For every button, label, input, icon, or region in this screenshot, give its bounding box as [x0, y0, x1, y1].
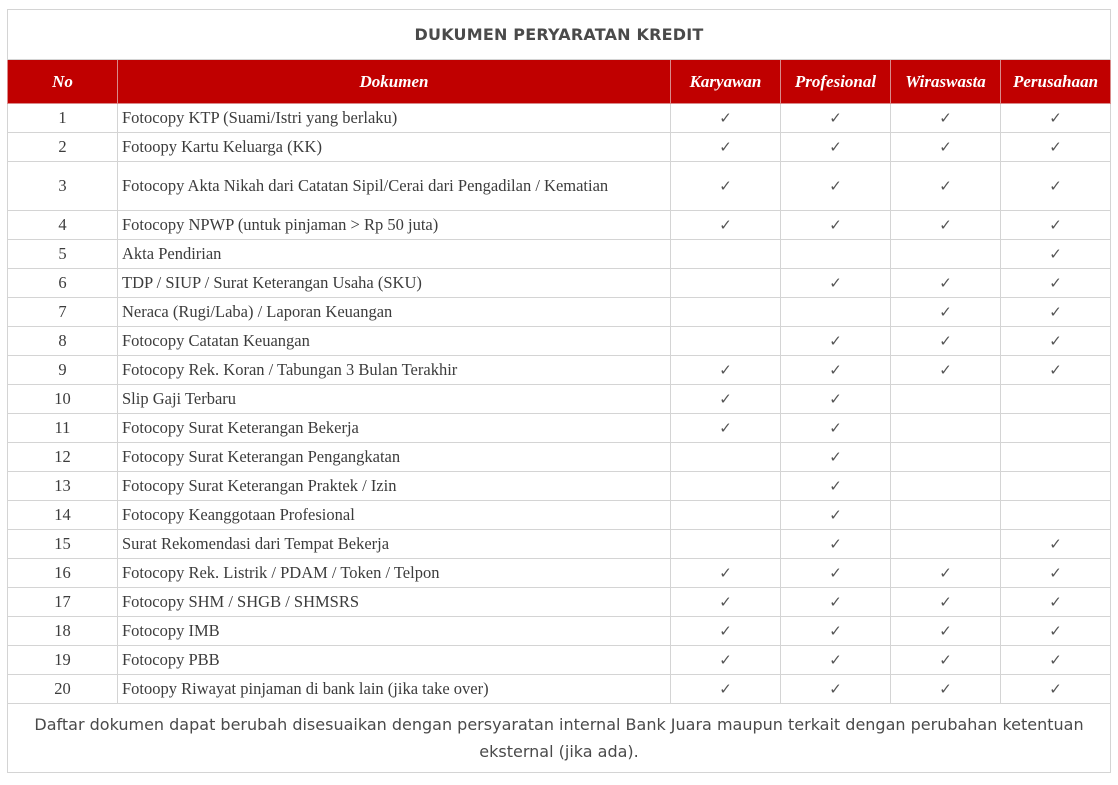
check-icon: ✓ [939, 216, 952, 234]
table-row [8, 501, 1111, 530]
check-icon: ✓ [1049, 332, 1062, 350]
cell-profesional [781, 211, 891, 240]
cell-wiraswasta [891, 530, 1001, 559]
cell-perusahaan [1001, 443, 1111, 472]
check-icon: ✓ [939, 109, 952, 127]
cell-perusahaan [1001, 211, 1111, 240]
row-document-name: Fotocopy Rek. Koran / Tabungan 3 Bulan Terakhir [118, 356, 671, 385]
check-icon: ✓ [1049, 361, 1062, 379]
cell-wiraswasta [891, 240, 1001, 269]
check-icon: ✓ [829, 109, 842, 127]
cell-wiraswasta [891, 443, 1001, 472]
cell-wiraswasta [891, 327, 1001, 356]
table-title: DUKUMEN PERYARATAN KREDIT [8, 10, 1111, 60]
check-icon: ✓ [719, 564, 732, 582]
cell-profesional [781, 675, 891, 704]
cell-perusahaan [1001, 472, 1111, 501]
table-row [8, 617, 1111, 646]
cell-karyawan [671, 240, 781, 269]
cell-karyawan [671, 211, 781, 240]
table-body [8, 104, 1111, 704]
cell-perusahaan [1001, 530, 1111, 559]
row-number: 10 [8, 385, 118, 414]
row-document-name: Surat Rekomendasi dari Tempat Bekerja [118, 530, 671, 559]
check-icon: ✓ [1049, 109, 1062, 127]
row-document-name: TDP / SIUP / Surat Keterangan Usaha (SKU) [118, 269, 671, 298]
table-row [8, 443, 1111, 472]
cell-perusahaan [1001, 298, 1111, 327]
cell-wiraswasta [891, 646, 1001, 675]
cell-perusahaan [1001, 327, 1111, 356]
cell-karyawan [671, 443, 781, 472]
cell-wiraswasta [891, 133, 1001, 162]
table-header-row [8, 60, 1111, 104]
cell-profesional [781, 472, 891, 501]
check-icon: ✓ [719, 593, 732, 611]
table-row [8, 211, 1111, 240]
header-no: No [8, 60, 118, 104]
table-row [8, 646, 1111, 675]
row-number: 19 [8, 646, 118, 675]
row-number: 11 [8, 414, 118, 443]
cell-profesional [781, 356, 891, 385]
check-icon: ✓ [719, 419, 732, 437]
cell-perusahaan [1001, 269, 1111, 298]
table-row [8, 269, 1111, 298]
cell-profesional [781, 162, 891, 211]
cell-wiraswasta [891, 298, 1001, 327]
check-icon: ✓ [1049, 593, 1062, 611]
check-icon: ✓ [829, 177, 842, 195]
cell-karyawan [671, 501, 781, 530]
cell-karyawan [671, 298, 781, 327]
check-icon: ✓ [829, 419, 842, 437]
row-document-name: Slip Gaji Terbaru [118, 385, 671, 414]
cell-wiraswasta [891, 617, 1001, 646]
check-icon: ✓ [1049, 535, 1062, 553]
check-icon: ✓ [719, 109, 732, 127]
cell-profesional [781, 104, 891, 133]
check-icon: ✓ [939, 593, 952, 611]
row-document-name: Neraca (Rugi/Laba) / Laporan Keuangan [118, 298, 671, 327]
cell-perusahaan [1001, 385, 1111, 414]
cell-perusahaan [1001, 588, 1111, 617]
row-number: 8 [8, 327, 118, 356]
check-icon: ✓ [829, 564, 842, 582]
cell-wiraswasta [891, 269, 1001, 298]
check-icon: ✓ [1049, 564, 1062, 582]
check-icon: ✓ [829, 216, 842, 234]
check-icon: ✓ [1049, 303, 1062, 321]
cell-profesional [781, 646, 891, 675]
check-icon: ✓ [719, 680, 732, 698]
cell-profesional [781, 530, 891, 559]
header-wiraswasta: Wiraswasta [891, 60, 1001, 104]
cell-perusahaan [1001, 617, 1111, 646]
check-icon: ✓ [939, 622, 952, 640]
table-row [8, 298, 1111, 327]
row-document-name: Fotocopy NPWP (untuk pinjaman > Rp 50 juta) [118, 211, 671, 240]
cell-profesional [781, 385, 891, 414]
cell-karyawan [671, 472, 781, 501]
row-document-name: Fotocopy Keanggotaan Profesional [118, 501, 671, 530]
row-number: 18 [8, 617, 118, 646]
check-icon: ✓ [719, 216, 732, 234]
cell-karyawan [671, 414, 781, 443]
check-icon: ✓ [719, 390, 732, 408]
cell-wiraswasta [891, 675, 1001, 704]
check-icon: ✓ [939, 651, 952, 669]
table-row [8, 385, 1111, 414]
row-document-name: Fotocopy PBB [118, 646, 671, 675]
cell-profesional [781, 588, 891, 617]
row-document-name: Fotocopy IMB [118, 617, 671, 646]
table-row [8, 240, 1111, 269]
row-number: 9 [8, 356, 118, 385]
check-icon: ✓ [1049, 622, 1062, 640]
table-row [8, 356, 1111, 385]
cell-perusahaan [1001, 240, 1111, 269]
check-icon: ✓ [829, 680, 842, 698]
cell-profesional [781, 559, 891, 588]
row-number: 4 [8, 211, 118, 240]
table-row [8, 588, 1111, 617]
check-icon: ✓ [829, 535, 842, 553]
row-document-name: Akta Pendirian [118, 240, 671, 269]
row-document-name: Fotocopy KTP (Suami/Istri yang berlaku) [118, 104, 671, 133]
cell-wiraswasta [891, 588, 1001, 617]
row-number: 13 [8, 472, 118, 501]
check-icon: ✓ [1049, 138, 1062, 156]
check-icon: ✓ [829, 274, 842, 292]
check-icon: ✓ [1049, 177, 1062, 195]
check-icon: ✓ [939, 564, 952, 582]
table-row [8, 530, 1111, 559]
check-icon: ✓ [939, 680, 952, 698]
row-document-name: Fotocopy Surat Keterangan Bekerja [118, 414, 671, 443]
check-icon: ✓ [939, 274, 952, 292]
check-icon: ✓ [939, 303, 952, 321]
row-document-name: Fotocopy Catatan Keuangan [118, 327, 671, 356]
cell-perusahaan [1001, 414, 1111, 443]
cell-profesional [781, 298, 891, 327]
cell-karyawan [671, 588, 781, 617]
cell-wiraswasta [891, 211, 1001, 240]
row-number: 15 [8, 530, 118, 559]
cell-profesional [781, 240, 891, 269]
row-document-name: Fotocopy Surat Keterangan Pengangkatan [118, 443, 671, 472]
cell-karyawan [671, 617, 781, 646]
row-number: 5 [8, 240, 118, 269]
cell-profesional [781, 443, 891, 472]
row-number: 7 [8, 298, 118, 327]
check-icon: ✓ [829, 448, 842, 466]
check-icon: ✓ [719, 651, 732, 669]
cell-wiraswasta [891, 501, 1001, 530]
row-number: 3 [8, 162, 118, 211]
cell-wiraswasta [891, 559, 1001, 588]
row-document-name: Fotocopy Akta Nikah dari Catatan Sipil/Cerai dari Pengadilan / Kematian [118, 162, 671, 211]
cell-karyawan [671, 104, 781, 133]
cell-karyawan [671, 356, 781, 385]
cell-profesional [781, 617, 891, 646]
check-icon: ✓ [939, 361, 952, 379]
cell-wiraswasta [891, 472, 1001, 501]
check-icon: ✓ [829, 506, 842, 524]
check-icon: ✓ [939, 332, 952, 350]
check-icon: ✓ [719, 622, 732, 640]
cell-perusahaan [1001, 559, 1111, 588]
check-icon: ✓ [719, 177, 732, 195]
row-document-name: Fotocopy Surat Keterangan Praktek / Izin [118, 472, 671, 501]
table-footnote: Daftar dokumen dapat berubah disesuaikan dengan persyaratan internal Bank Juara maupun terkait dengan perubahan ketentuan eksternal (jika ada). [8, 704, 1111, 773]
cell-profesional [781, 269, 891, 298]
row-number: 12 [8, 443, 118, 472]
cell-profesional [781, 133, 891, 162]
check-icon: ✓ [1049, 651, 1062, 669]
header-profesional: Profesional [781, 60, 891, 104]
check-icon: ✓ [1049, 216, 1062, 234]
row-number: 20 [8, 675, 118, 704]
cell-wiraswasta [891, 356, 1001, 385]
cell-perusahaan [1001, 133, 1111, 162]
check-icon: ✓ [719, 361, 732, 379]
cell-wiraswasta [891, 385, 1001, 414]
cell-karyawan [671, 559, 781, 588]
table-row [8, 414, 1111, 443]
cell-karyawan [671, 530, 781, 559]
cell-karyawan [671, 269, 781, 298]
check-icon: ✓ [939, 177, 952, 195]
check-icon: ✓ [1049, 274, 1062, 292]
check-icon: ✓ [829, 138, 842, 156]
check-icon: ✓ [829, 390, 842, 408]
cell-perusahaan [1001, 675, 1111, 704]
row-document-name: Fotocopy Rek. Listrik / PDAM / Token / Telpon [118, 559, 671, 588]
cell-karyawan [671, 162, 781, 211]
check-icon: ✓ [1049, 245, 1062, 263]
cell-profesional [781, 414, 891, 443]
header-dokumen: Dokumen [118, 60, 671, 104]
row-document-name: Fotoopy Riwayat pinjaman di bank lain (jika take over) [118, 675, 671, 704]
check-icon: ✓ [829, 622, 842, 640]
table-row [8, 327, 1111, 356]
check-icon: ✓ [829, 361, 842, 379]
row-number: 6 [8, 269, 118, 298]
cell-perusahaan [1001, 356, 1111, 385]
row-document-name: Fotoopy Kartu Keluarga (KK) [118, 133, 671, 162]
check-icon: ✓ [829, 477, 842, 495]
cell-karyawan [671, 675, 781, 704]
cell-karyawan [671, 133, 781, 162]
cell-perusahaan [1001, 501, 1111, 530]
cell-perusahaan [1001, 162, 1111, 211]
check-icon: ✓ [719, 138, 732, 156]
header-perusahaan: Perusahaan [1001, 60, 1111, 104]
table-row [8, 104, 1111, 133]
check-icon: ✓ [939, 138, 952, 156]
cell-profesional [781, 327, 891, 356]
row-number: 16 [8, 559, 118, 588]
row-number: 17 [8, 588, 118, 617]
table-row [8, 133, 1111, 162]
row-number: 1 [8, 104, 118, 133]
check-icon: ✓ [829, 593, 842, 611]
table-row [8, 675, 1111, 704]
cell-karyawan [671, 646, 781, 675]
table-row [8, 559, 1111, 588]
cell-karyawan [671, 327, 781, 356]
cell-wiraswasta [891, 104, 1001, 133]
check-icon: ✓ [829, 651, 842, 669]
check-icon: ✓ [1049, 680, 1062, 698]
cell-wiraswasta [891, 162, 1001, 211]
table-row [8, 162, 1111, 211]
check-icon: ✓ [829, 332, 842, 350]
cell-perusahaan [1001, 104, 1111, 133]
row-document-name: Fotocopy SHM / SHGB / SHMSRS [118, 588, 671, 617]
row-number: 14 [8, 501, 118, 530]
table-row [8, 472, 1111, 501]
credit-requirements-table-wrapper [7, 9, 1110, 773]
cell-profesional [781, 501, 891, 530]
credit-requirements-table [7, 9, 1111, 773]
header-karyawan: Karyawan [671, 60, 781, 104]
cell-karyawan [671, 385, 781, 414]
cell-perusahaan [1001, 646, 1111, 675]
cell-wiraswasta [891, 414, 1001, 443]
row-number: 2 [8, 133, 118, 162]
